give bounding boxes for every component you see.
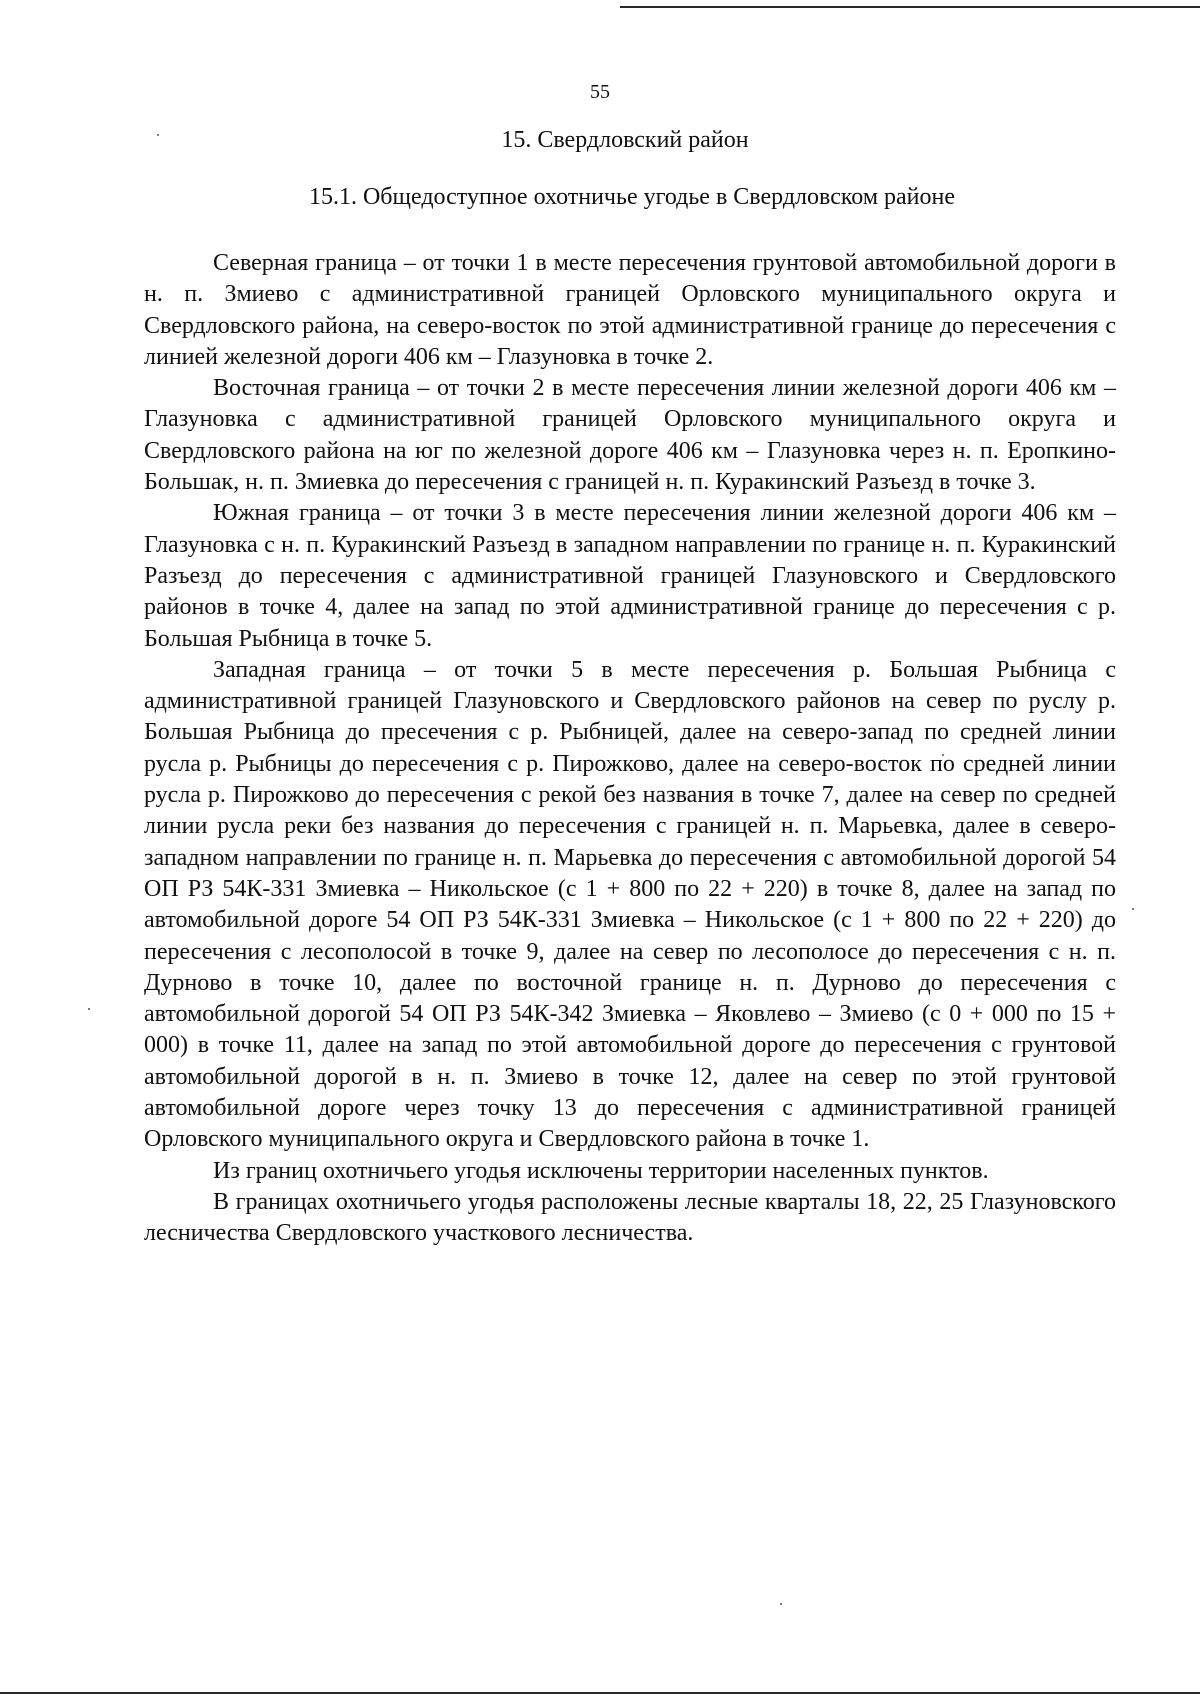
scan-edge-top (620, 6, 1200, 8)
scan-speck (1132, 908, 1134, 910)
paragraph-west-border: Западная граница – от точки 5 в месте пересечения р. Большая Рыбница с административной границей Глазуновского и Свердловского районов на север по руслу р. Большая Рыбница до пресечения с р. Рыбницей, далее на северо-запад по средней линии русла р. Рыбницы до пересечения с р. Пирожково, далее на северо-восток по средней линии русла р. Пирожково до пересечения с рекой без названия в точке 7, далее на север по средней линии русла реки без названия до пересечения с границей н. п. Марьевка, далее в северо-западном направлении по границе н. п. Марьевка до пересечения с автомобильной дорогой 54 ОП РЗ 54К-331 Змиевка – Никольское (с 1 + 800 по 22 + 220) в точке 8, далее на запад по автомобильной дороге 54 ОП РЗ 54К-331 Змиевка – Никольское (с 1 + 800 по 22 + 220) до пересечения с лесополосой в точке 9, далее на север по лесополосе до пересечения с н. п. Дурново в точке 10, далее по восточной границе н. п. Дурново до пересечения с автомобильной дорогой 54 ОП РЗ 54К-342 Змиевка – Яковлево – Змиево (с 0 + 000 по 15 + 000) в точке 11, далее на запад по этой автомобильной дороге до пересечения с грунтовой автомобильной дорогой в н. п. Змиево в точке 12, далее на север по этой грунтовой автомобильной дороге через точку 13 до пересечения с административной границей Орловского муниципального округа и Свердловского района в точке 1. (144, 656, 1116, 1153)
scan-speck (780, 1603, 782, 1605)
paragraph-exclusions: Из границ охотничьего угодья исключены территории населенных пунктов. (213, 1157, 989, 1184)
paragraph-north-border: Северная граница – от точки 1 в месте пересечения грунтовой автомобильной дороги в н. п. Змиево с административной границей Орловского муниципального округа и Свердловского района, на северо-восток по этой административной границе до пересечения с линией железной дороги 406 км – Глазуновка в точке 2. (144, 250, 1116, 370)
scan-speck (88, 1008, 90, 1010)
section-title: 15. Свердловский район (501, 127, 749, 153)
document-body (144, 248, 1116, 1250)
paragraph-south-border: Южная граница – от точки 3 в месте пересечения линии железной дороги 406 км – Глазуновка с н. п. Куракинский Разъезд в западном направлении по границе н. п. Куракинский Разъезд до пересечения с административной границей Глазуновского и Свердловского районов в точке 4, далее на запад по этой административной границе до пересечения с р. Большая Рыбница в точке 5. (144, 500, 1116, 652)
page-number: 55 (590, 81, 610, 103)
paragraph-forest-quarters: В границах охотничьего угодья расположены лесные кварталы 18, 22, 25 Глазуновского лесничества Свердловского участкового лесничества. (144, 1188, 1116, 1247)
scan-edge-bottom (0, 1692, 1200, 1694)
subsection-title: 15.1. Общедоступное охотничье угодье в Свердловском районе (308, 184, 956, 210)
paragraph-east-border: Восточная граница – от точки 2 в месте пересечения линии железной дороги 406 км – Глазуновка с административной границей Орловского муниципального округа и Свердловского района на юг по железной дороге 406 км – Глазуновка через н. п. Еропкино-Большак, н. п. Змиевка до пересечения с границей н. п. Куракинский Разъезд в точке 3. (144, 375, 1116, 496)
